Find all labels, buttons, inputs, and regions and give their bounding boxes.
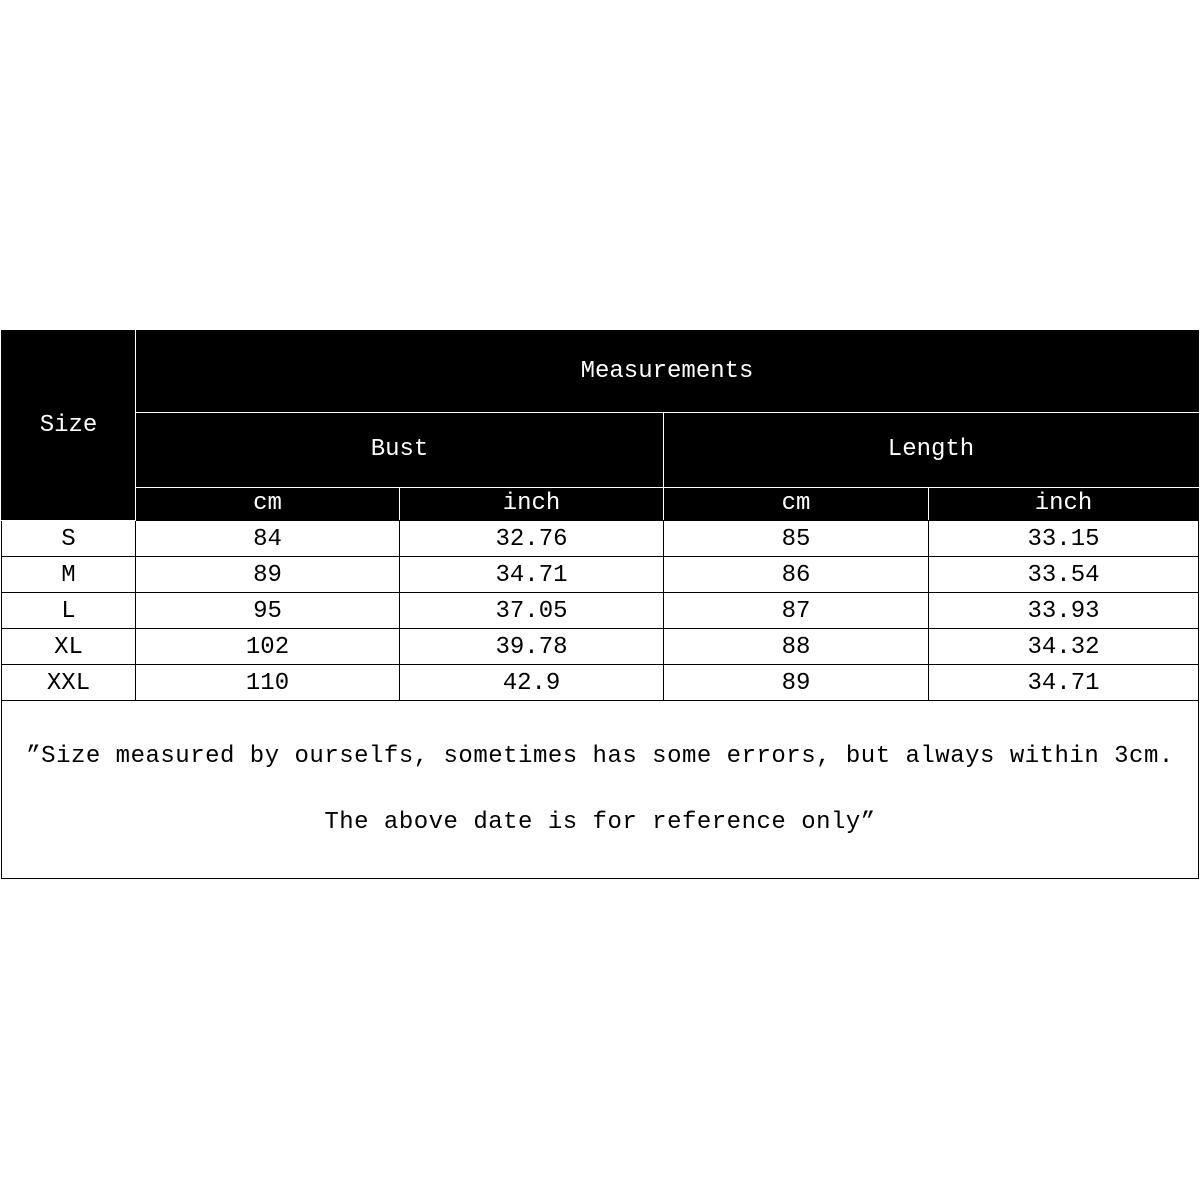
length-cm-cell: 88	[664, 629, 929, 665]
size-cell: L	[2, 593, 136, 629]
note-row	[2, 701, 1199, 879]
header-row-measurements	[2, 331, 1199, 413]
length-cm-cell: 89	[664, 665, 929, 701]
length-cm-cell: 85	[664, 521, 929, 557]
size-cell: XL	[2, 629, 136, 665]
disclaimer-line-2: The above date is for reference only”	[324, 808, 876, 836]
bust-inch-cell: 34.71	[400, 557, 664, 593]
disclaimer-line-1: ”Size measured by ourselfs, sometimes has some errors, but always within 3cm.	[26, 742, 1174, 770]
length-inch-cell: 33.15	[929, 521, 1199, 557]
bust-cm-cell: 89	[136, 557, 400, 593]
bust-header: Bust	[136, 413, 664, 488]
bust-inch-cell: 32.76	[400, 521, 664, 557]
length-inch-cell: 34.71	[929, 665, 1199, 701]
length-cm-cell: 87	[664, 593, 929, 629]
bust-inch-cell: 42.9	[400, 665, 664, 701]
table-row	[2, 629, 1199, 665]
bust-cm-cell: 95	[136, 593, 400, 629]
bust-inch-cell: 39.78	[400, 629, 664, 665]
bust-cm-cell: 110	[136, 665, 400, 701]
bust-inch-cell: 37.05	[400, 593, 664, 629]
unit-header-length-inch: inch	[929, 488, 1199, 521]
size-chart-table	[1, 330, 1199, 879]
table-row	[2, 557, 1199, 593]
size-column-header: Size	[2, 331, 136, 521]
size-cell: S	[2, 521, 136, 557]
unit-header-bust-cm: cm	[136, 488, 400, 521]
disclaimer-note	[2, 701, 1199, 879]
header-row-units	[2, 488, 1199, 521]
table-row	[2, 521, 1199, 557]
unit-header-length-cm: cm	[664, 488, 929, 521]
length-inch-cell: 34.32	[929, 629, 1199, 665]
table-row	[2, 593, 1199, 629]
length-cm-cell: 86	[664, 557, 929, 593]
length-inch-cell: 33.93	[929, 593, 1199, 629]
table-row	[2, 665, 1199, 701]
unit-header-bust-inch: inch	[400, 488, 664, 521]
length-header: Length	[664, 413, 1199, 488]
size-cell: M	[2, 557, 136, 593]
measurements-header: Measurements	[136, 331, 1199, 413]
bust-cm-cell: 84	[136, 521, 400, 557]
length-inch-cell: 33.54	[929, 557, 1199, 593]
bust-cm-cell: 102	[136, 629, 400, 665]
header-row-groups	[2, 413, 1199, 488]
size-cell: XXL	[2, 665, 136, 701]
